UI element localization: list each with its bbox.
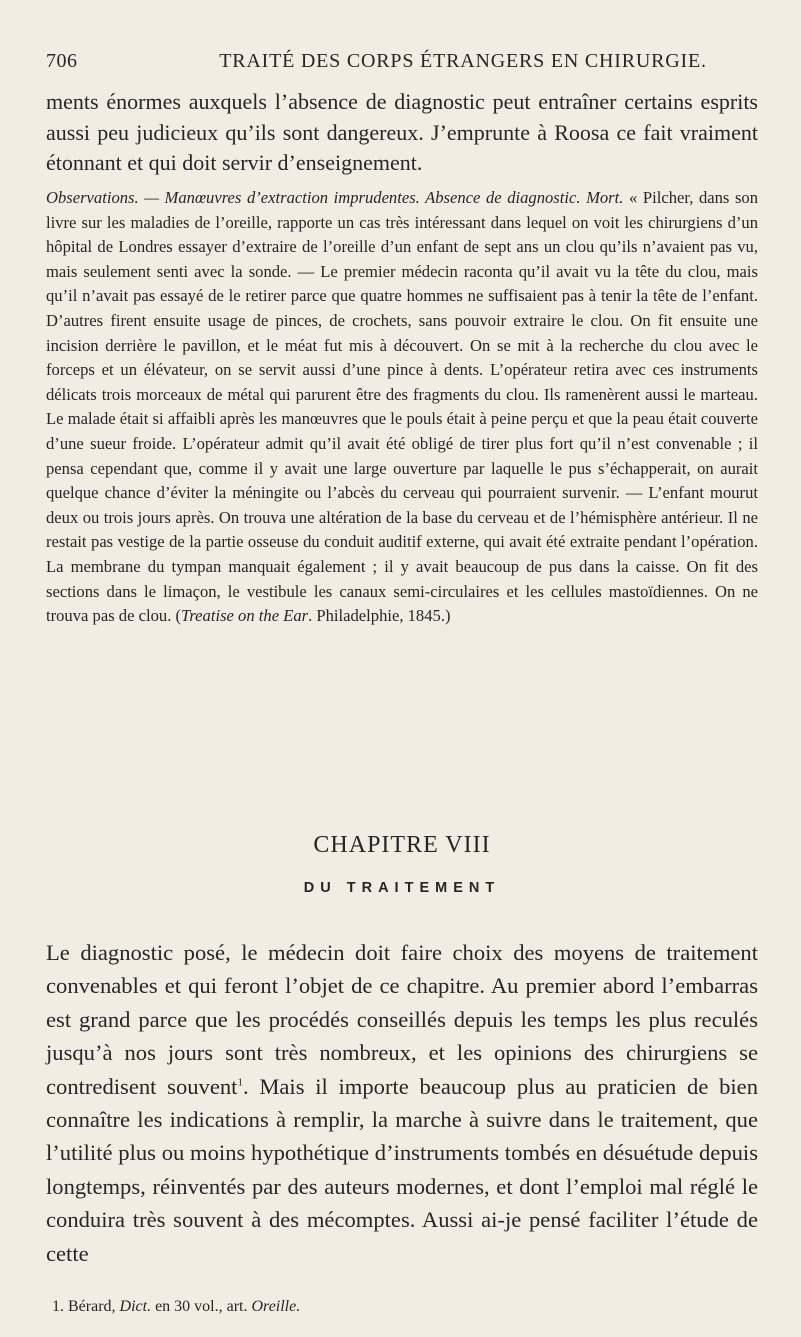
chapter-subtitle: DU TRAITEMENT — [303, 880, 501, 896]
page-number: 706 — [46, 50, 78, 72]
footnote-reference: 1 — [237, 1076, 243, 1089]
observation-heading: Observations. — Manœuvres d’extraction imprudentes. Absence de diagnostic. Mort. — [46, 188, 624, 207]
footnote-marker: 1. — [52, 1298, 64, 1315]
observation-paragraph — [46, 186, 758, 629]
footnote-author: Bérard, — [68, 1298, 116, 1315]
observation-text: « Pilcher, dans son livre sur les maladies de l’oreille, rapporte un cas très intéressant dans lequel on voit les chirurgiens d’un hôpital de Londres essayer d’extraire de l’oreille d’un enfant de sept ans un clou qu’ils n’avaient pas vu, mais seulement senti avec la sonde. — Le premier médecin raconta qu’il avait vu la tête du clou, mais qu’il n’avait pas essayé de le retirer parce que quatre hommes ne suffisaient pas à tenir la tête de l’enfant. D’autres firent ensuite usage de pinces, de crochets, sans pouvoir extraire le clou. On fit ensuite une incision derrière le pavillon, et le méat fut mis à découvert. On se mit à la recherche du clou avec le forceps et un élévateur, on se servit aussi d’une pince à dents. L’opérateur retira avec ces instruments délicats trois morceaux de métal qui parurent être des fragments du clou. Ils ramenèrent aussi le marteau. Le malade était si affaibli après les manœuvres que le pouls était à peine perçu et que la peau était couverte d’une sueur froide. L’opérateur admit qu’il avait été obligé de tirer plus fort qu’il n’est convenable ; il pensa cependant que, comme il y avait une large ouverture par laquelle le pus s’échapperait, on aurait quelque chance d’éviter la méningite ou l’abcès du cerveau qui pourraient survenir. — L’enfant mourut deux ou trois jours après. On trouva une altération de la base du cerveau et de l’hémisphère antérieur. Il ne restait pas vestige de la partie osseuse du conduit auditif externe, qui avait été extraite pendant l’opération. La membrane du tympan manquait également ; il y avait beaucoup de pus dans la caisse. On fit des sections dans le limaçon, le vestibule les canaux semi-circulaires et les cellules mastoïdiennes. On ne trouva pas de clou. — [46, 188, 758, 626]
citation-open: ( — [175, 606, 182, 626]
footnote — [52, 1296, 752, 1318]
intro-paragraph: ments énormes auxquels l’absence de diagnostic peut entraîner certains esprits aussi peu judicieux qu’ils sont dangereux. J’emprunte à Roosa ce fait vraiment étonnant et qui doit servir d’enseignement. — [46, 89, 758, 175]
chapter-title: CHAPITRE VIII — [313, 832, 491, 858]
footnote-work: Dict. — [119, 1298, 152, 1315]
citation-details: . Philadelphie, 1845.) — [308, 606, 451, 626]
footnote-article: Oreille. — [251, 1298, 301, 1315]
body-paragraph — [46, 936, 758, 1270]
running-title: TRAITÉ DES CORPS ÉTRANGERS EN CHIRURGIE. — [219, 50, 707, 72]
body-text-part1: Le diagnostic posé, le médecin doit faire choix des moyens de traitement convenables et qui feront l’objet de ce chapitre. Au premier abord l’embarras est grand parce que les procédés conseillés depuis les temps les plus reculés jusqu’à nos jours sont très nombreux, et les opinions des chirurgiens se contredisent souvent — [46, 940, 758, 1099]
body-text-part2: . Mais il importe beaucoup plus au praticien de bien connaître les indications à remplir, la marche à suivre dans le traitement, que l’utilité plus ou moins hypothétique d’instruments tombés en désuétude depuis longtemps, réinventés par des auteurs modernes, et dont l’emploi mal réglé le conduira très souvent à des mécomptes. Aussi ai-je pensé faciliter l’étude de cette — [46, 1073, 758, 1266]
page-header — [46, 50, 758, 80]
citation-title: Treatise on the Ear — [181, 606, 309, 626]
footnote-details: en 30 vol., art. — [155, 1298, 248, 1315]
